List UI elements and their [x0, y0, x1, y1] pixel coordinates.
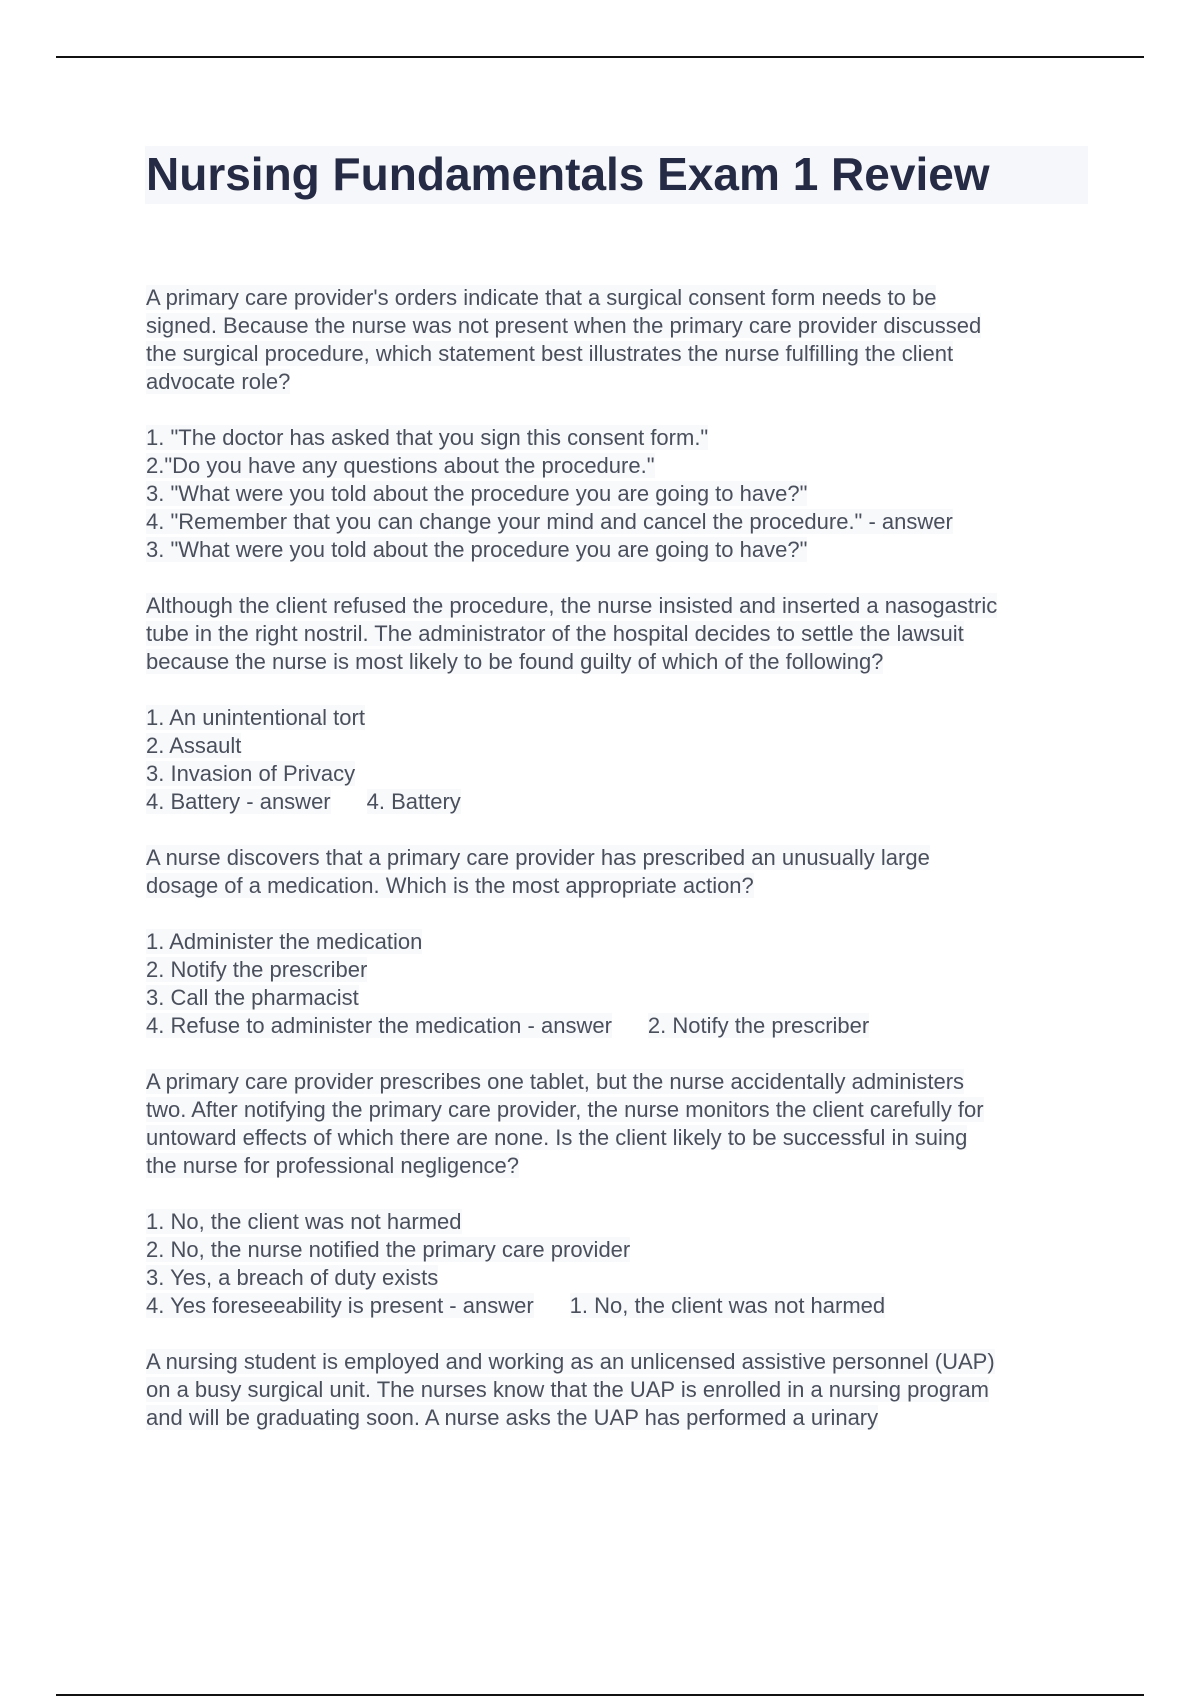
stem-line: the surgical procedure, which statement best illustrates the nurse fulfilling the client: [146, 341, 954, 366]
stem-line: untoward effects of which there are none. Is the client likely to be successful in suing: [146, 1125, 968, 1150]
option-line: 2. Notify the prescriber: [146, 957, 368, 982]
answer-text: 1. No, the client was not harmed: [569, 1293, 886, 1318]
question-3-stem: [146, 844, 1096, 900]
stem-line: A nursing student is employed and working as an unlicensed assistive personnel (UAP): [146, 1349, 995, 1374]
stem-line: on a busy surgical unit. The nurses know that the UAP is enrolled in a nursing program: [146, 1377, 989, 1402]
answer-line: 3. "What were you told about the procedure you are going to have?": [146, 537, 808, 562]
stem-line: A primary care provider's orders indicate that a surgical consent form needs to be: [146, 285, 937, 310]
option-line: 1. "The doctor has asked that you sign this consent form.": [146, 425, 709, 450]
option-line: 2."Do you have any questions about the procedure.": [146, 453, 655, 478]
option-line: 3. Invasion of Privacy: [146, 761, 356, 786]
question-1-options: [146, 424, 1096, 564]
stem-line: tube in the right nostril. The administrator of the hospital decides to settle the lawsuit: [146, 621, 964, 646]
option-line: 3. Call the pharmacist: [146, 985, 359, 1010]
question-3-options: [146, 928, 1096, 1040]
stem-line: because the nurse is most likely to be found guilty of which of the following?: [146, 649, 884, 674]
option-line: 4. "Remember that you can change your mind and cancel the procedure." - answer: [146, 509, 953, 534]
stem-line: the nurse for professional negligence?: [146, 1153, 520, 1178]
option-line: 1. Administer the medication: [146, 929, 423, 954]
question-5-stem: [146, 1348, 1096, 1432]
stem-line: two. After notifying the primary care provider, the nurse monitors the client carefully for: [146, 1097, 984, 1122]
stem-line: signed. Because the nurse was not present when the primary care provider discussed: [146, 313, 982, 338]
question-2-stem: [146, 592, 1096, 676]
stem-line: and will be graduating soon. A nurse asks the UAP has performed a urinary: [146, 1405, 879, 1430]
document-title: Nursing Fundamentals Exam 1 Review: [146, 148, 990, 200]
option-line: 1. An unintentional tort: [146, 705, 365, 730]
option-line: 1. No, the client was not harmed: [146, 1209, 462, 1234]
option-line: 3. Yes, a breach of duty exists: [146, 1265, 439, 1290]
question-4-stem: [146, 1068, 1096, 1180]
option-answer-line: 4. Battery - answer 4. Battery: [146, 789, 461, 814]
option-line: 3. "What were you told about the procedure you are going to have?": [146, 481, 808, 506]
stem-line: A primary care provider prescribes one tablet, but the nurse accidentally administers: [146, 1069, 965, 1094]
option-line: 2. Assault: [146, 733, 242, 758]
bottom-rule: [56, 1694, 1144, 1696]
stem-line: Although the client refused the procedure, the nurse insisted and inserted a nasogastric: [146, 593, 998, 618]
answer-text: 4. Battery: [366, 789, 461, 814]
option-line: 2. No, the nurse notified the primary care provider: [146, 1237, 631, 1262]
stem-line: dosage of a medication. Which is the most appropriate action?: [146, 873, 754, 898]
stem-line: A nurse discovers that a primary care provider has prescribed an unusually large: [146, 845, 930, 870]
stem-line: advocate role?: [146, 369, 291, 394]
answer-text: 2. Notify the prescriber: [647, 1013, 870, 1038]
option-answer-line: 4. Yes foreseeability is present - answer 1. No, the client was not harmed: [146, 1293, 886, 1318]
question-1-stem: [146, 284, 1096, 396]
question-2-options: [146, 704, 1096, 816]
top-rule: [56, 56, 1144, 58]
document-body: [146, 284, 1096, 1460]
question-4-options: [146, 1208, 1096, 1320]
option-answer-line: 4. Refuse to administer the medication - answer 2. Notify the prescriber: [146, 1013, 870, 1038]
